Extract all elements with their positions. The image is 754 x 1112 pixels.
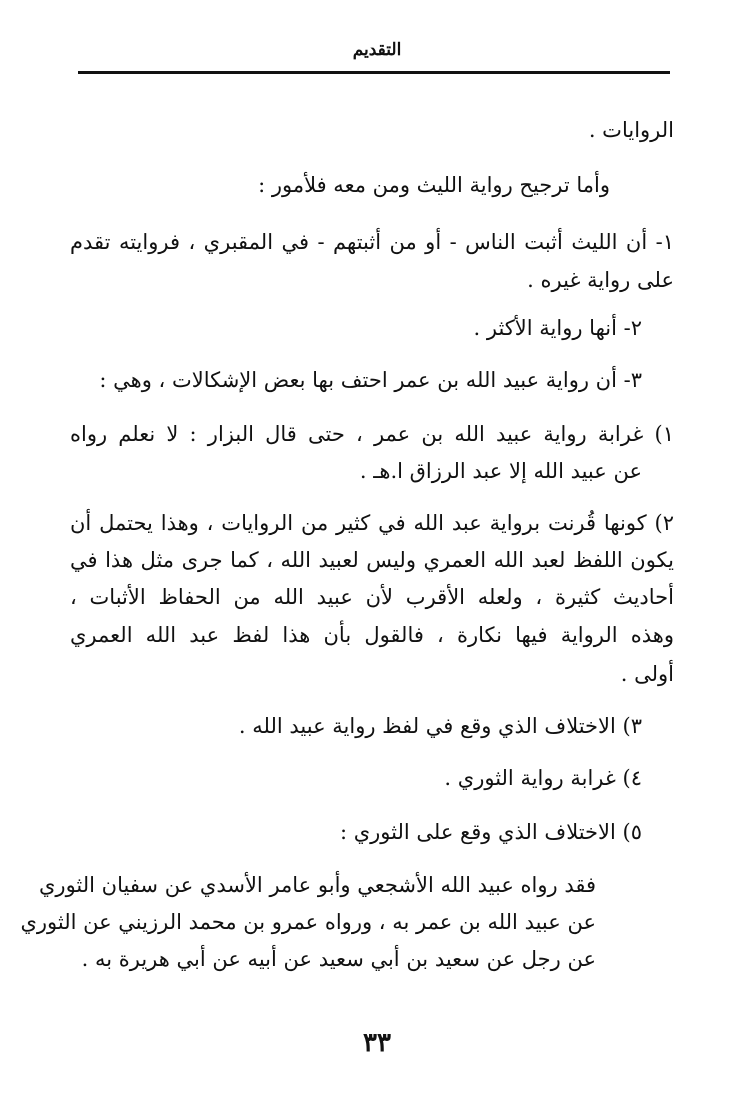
text-line: وهذه الرواية فيها نكارة ، فالقول بأن هذا لفظ عبد الله العمري — [70, 623, 674, 647]
text-line: عن رجل عن سعيد بن أبي سعيد عن أبيه عن أبي هريرة به . — [81, 947, 596, 971]
page-number: ٣٣ — [363, 1028, 391, 1058]
text-line: عن عبيد الله بن عمر به ، ورواه عمرو بن محمد الرزيني عن الثوري — [20, 910, 596, 934]
text-line: أولى . — [620, 662, 674, 686]
text-line: عن عبيد الله إلا عبد الرزاق ا.هـ . — [359, 459, 642, 483]
text-line: ٣- أن رواية عبيد الله بن عمر احتف بها بعض الإشكالات ، وهي : — [99, 368, 642, 392]
running-head: التقديم — [352, 40, 402, 60]
text-line: يكون اللفظ لعبد الله العمري وليس لعبيد الله ، كما جرى مثل هذا في — [70, 548, 674, 572]
text-line: وأما ترجيح رواية الليث ومن معه فلأمور : — [258, 173, 610, 197]
text-line: ٣) الاختلاف الذي وقع في لفظ رواية عبيد الله . — [238, 714, 642, 738]
text-line: ٢- أنها رواية الأكثر . — [473, 316, 642, 340]
text-line: ١- أن الليث أثبت الناس - أو من أثبتهم - في المقبري ، فروايته تقدم — [70, 230, 674, 254]
text-line: ١) غرابة رواية عبيد الله بن عمر ، حتى قال البزار : لا نعلم رواه — [70, 422, 674, 446]
text-line: على رواية غيره . — [527, 268, 674, 292]
text-line: ٢) كونها قُرنت برواية عبد الله في كثير من الروايات ، وهذا يحتمل أن — [70, 511, 674, 535]
text-line: فقد رواه عبيد الله الأشجعي وأبو عامر الأسدي عن سفيان الثوري — [38, 873, 596, 897]
header-rule — [78, 71, 670, 74]
text-line: أحاديث كثيرة ، ولعله الأقرب لأن عبيد الله من الحفاظ الأثبات ، — [70, 585, 674, 609]
text-line: ٥) الاختلاف الذي وقع على الثوري : — [339, 820, 642, 844]
text-line: الروايات . — [588, 118, 674, 142]
text-line: ٤) غرابة رواية الثوري . — [444, 766, 642, 790]
